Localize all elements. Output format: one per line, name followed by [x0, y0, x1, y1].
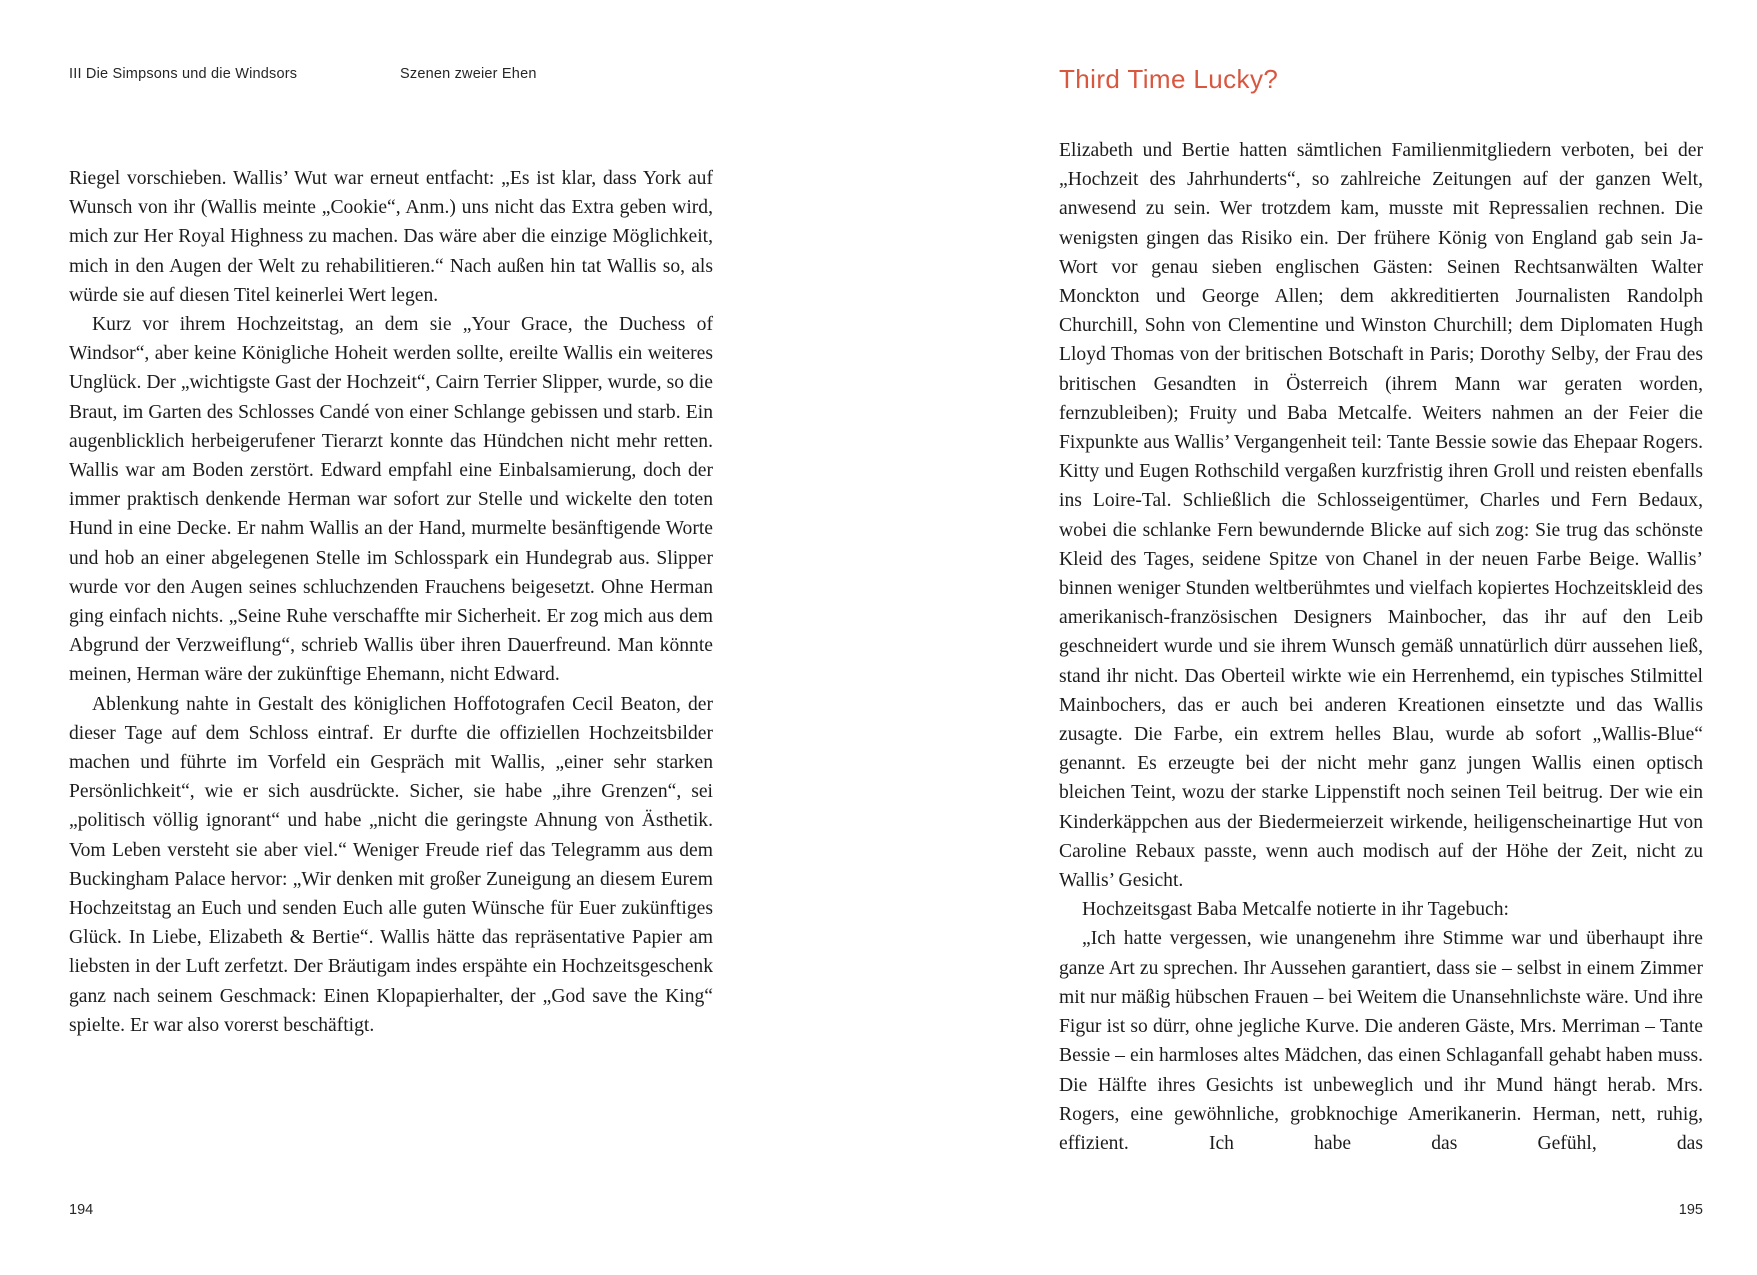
paragraph: Ablenkung nahte in Gestalt des königlichen Hoffotografen Cecil Beaton, der dieser Tage auf dem Schloss eintraf. Er durfte die offiziellen Hochzeitsbilder machen und führte im Vorfeld ein Gespräch mit Wallis, „einer sehr starken Persönlichkeit“, wie er sich ausdrückte. Sicher, sie habe „ihre Grenzen“, sei „politisch völlig ignorant“ und habe „nicht die geringste Ahnung von Ästhetik. Vom Leben versteht sie aber viel.“ Weniger Freude rief das Telegramm aus dem Buckingham Palace hervor: „Wir denken mit großer Zuneigung an diesem Eurem Hochzeitstag an Euch und senden Euch alle guten Wünsche für Euer zukünftiges Glück. In Liebe, Elizabeth & Bertie“. Wallis hätte das repräsentative Papier am liebsten in der Luft zerfetzt. Der Bräutigam indes erspähte ein Hochzeitsgeschenk ganz nach seinem Geschmack: Einen Klopapierhalter, der „God save the King“ spielte. Er war also vorerst beschäftigt. — [69, 693, 713, 1036]
running-head-part: III Die Simpsons und die Windsors — [69, 66, 298, 82]
paragraph: Hochzeitsgast Baba Metcalfe notierte in ihr Tagebuch: — [1082, 899, 1509, 921]
left-page — [0, 0, 878, 1275]
paragraph: Elizabeth und Bertie hatten sämtlichen Familienmitgliedern verboten, bei der „Hochzeit des Jahrhunderts“, so zahlreiche Zeitungen auf der ganzen Welt, anwesend zu sein. Wer trotzdem kam, musste mit Repressalien rechnen. Die wenigsten gingen das Risiko ein. Der frühere König von England gab sein Ja-Wort vor genau sieben englischen Gästen: Seinen Rechtsanwälten Walter Monckton und George Allen; dem akkreditierten Journalisten Randolph Churchill, Sohn von Clementine und Winston Churchill; dem Diplomaten Hugh Lloyd Thomas von der britischen Botschaft in Paris; Dorothy Selby, der Frau des britischen Gesandten in Österreich (ihrem Mann war geraten worden, fernzubleiben); Fruity und Baba Metcalfe. Weiters nahmen an der Feier die Fixpunkte aus Wallis’ Vergangenheit teil: Tante Bessie sowie das Ehepaar Rogers. Kitty und Eugen Rothschild vergaßen kurzfristig ihren Groll und reisten ebenfalls ins Loire-Tal. Schließlich die Schlosseigentümer, Charles und Fern Bedaux, wobei die schlanke Fern bewundernde Blicke auf sich zog: Sie trug das schönste Kleid des Tages, seidene Spitze von Chanel in der neuen Farbe Beige. Wallis’ binnen weniger Stunden weltberühmtes und vielfach kopiertes Hochzeitskleid des amerikanisch-französischen Designers Mainbocher, das ihr auf den Leib geschneidert wurde und sie ihrem Wunsch gemäß unnatürlich dürr aussehen ließ, stand ihr nicht. Das Oberteil wirkte wie ein Herrenhemd, ein typisches Stilmittel Mainbochers, das er auch bei anderen Kreationen einsetzte und das Wallis zusagte. Die Farbe, ein extrem helles Blau, wurde ab sofort „Wallis-Blue“ genannt. Es erzeugte bei der nicht mehr ganz jungen Wallis einen optisch bleichen Teint, wozu der starke Lippenstift noch seinen Teil beitrug. Der wie ein Kinderkäppchen aus der Biedermeierzeit wirkende, heiligenscheinartige Hut von Caroline Rebaux passte, wenn auch modisch auf der Höhe der Zeit, nicht zu Wallis’ Gesicht. — [1059, 140, 1703, 892]
running-head-chapter: Szenen zweier Ehen — [400, 66, 537, 82]
quote-paragraph: „Ich hatte vergessen, wie unangenehm ihre Stimme war und überhaupt ihre ganze Art zu sprechen. Ihr Aussehen garantiert, dass sie – selbst in einem Zimmer mit nur mäßig hübschen Frauen – bei Weitem die Unansehnlichste wäre. Und ihre Figur ist so dürr, ohne jegliche Kurve. Die anderen Gäste, Mrs. Merriman – Tante Bessie – ein harmloses altes Mädchen, das einen Schlaganfall gehabt haben muss. Die Hälfte ihres Gesichts ist unbeweglich und ihr Mund hängt herab. Mrs. Rogers, eine gewöhnliche, grobknochige Amerikanerin. Herman, nett, ruhig, effizient. Ich habe das Gefühl, das — [1059, 928, 1703, 1154]
right-page — [878, 0, 1757, 1275]
chapter-title: Third Time Lucky? — [1059, 64, 1279, 94]
page-number: 195 — [1678, 1202, 1703, 1218]
paragraph: Kurz vor ihrem Hochzeitstag, an dem sie „Your Grace, the Duchess of Windsor“, aber keine Königliche Hoheit werden sollte, ereilte Wallis ein weiteres Unglück. Der „wichtigste Gast der Hochzeit“, Cairn Terrier Slipper, wurde, so die Braut, im Garten des Schlosses Candé von einer Schlange gebissen und starb. Ein augenblicklich herbeigerufener Tierarzt konnte das Hündchen nicht mehr retten. Wallis war am Boden zerstört. Edward empfahl eine Einbalsamierung, doch der immer praktisch denkende Herman war sofort zur Stelle und wickelte den toten Hund in eine Decke. Er nahm Wallis an der Hand, murmelte besänftigende Worte und hob an einer abgelegenen Stelle im Schlosspark ein Hundegrab aus. Slipper wurde vor den Augen seines schluchzenden Frauchens beigesetzt. Ohne Herman ging einfach nichts. „Seine Ruhe verschaffte mir Sicherheit. Er zog mich aus dem Abgrund der Verzweiflung“, schrieb Wallis über ihren Dauerfreund. Man könnte meinen, Herman wäre der zukünftige Ehemann, nicht Edward. — [69, 314, 713, 686]
page-number: 194 — [69, 1202, 94, 1218]
right-body-text — [1059, 136, 1703, 1158]
paragraph: Riegel vorschieben. Wallis’ Wut war erneut entfacht: „Es ist klar, dass York auf Wunsch von ihr (Wallis meinte „Cookie“, Anm.) uns nicht das Extra geben wird, mich zur Her Royal Highness zu machen. Das wäre aber die einzige Möglichkeit, mich in den Augen der Welt zu rehabilitieren.“ Nach außen hin tat Wallis so, als würde sie auf diesen Titel keinerlei Wert legen. — [69, 168, 713, 306]
left-body-text — [69, 164, 713, 1040]
